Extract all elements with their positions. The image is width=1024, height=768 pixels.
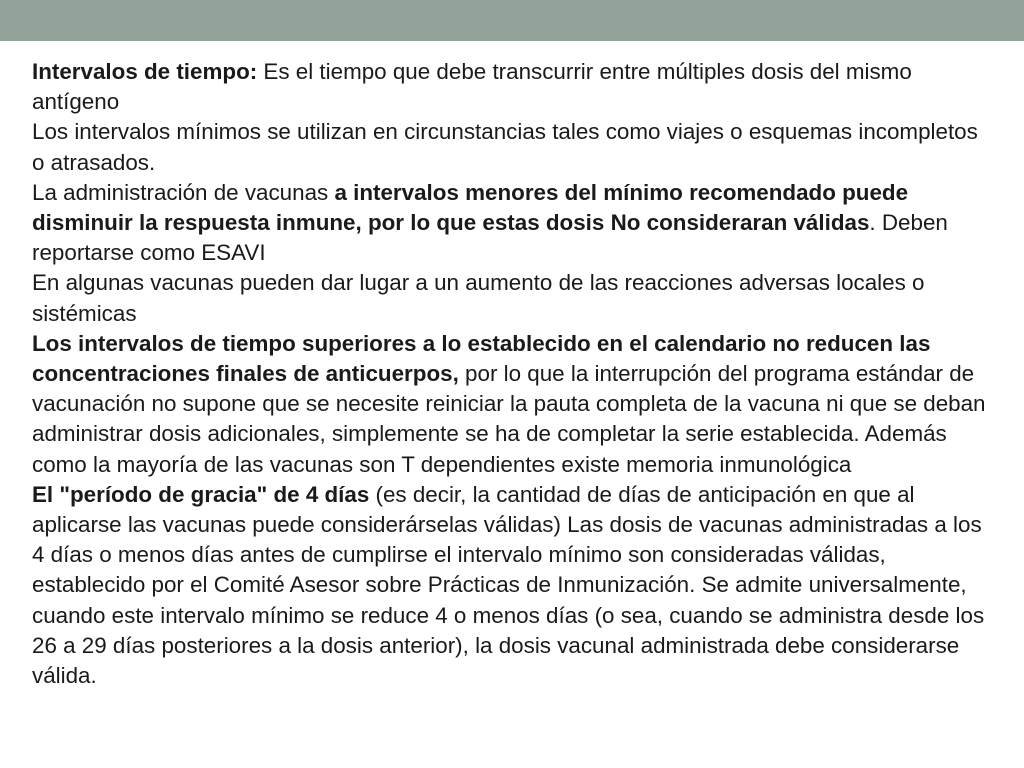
paragraph-intervalos-minimos xyxy=(32,117,992,177)
heading-intervalos-de-tiempo: Intervalos de tiempo: xyxy=(32,59,258,84)
text-segment: por lo que la interrupción del programa estándar de vacunación no supone que se necesite reiniciar la pauta completa de la vacuna ni que se deban administrar dosis adicionales, simplemente se ha de completar la serie establecida. Además como la mayoría de las vacunas son T dependientes existe memoria inmunológica xyxy=(32,361,986,477)
text-segment: Los intervalos mínimos se utilizan en circunstancias tales como viajes o esquemas incompletos o atrasados. xyxy=(32,119,978,175)
paragraph-administracion xyxy=(32,178,992,269)
paragraph-reacciones-adversas xyxy=(32,268,992,328)
text-segment: En algunas vacunas pueden dar lugar a un aumento de las reacciones adversas locales o sistémicas xyxy=(32,270,925,326)
emphasis-periodo-de-gracia: El "período de gracia" de 4 días xyxy=(32,481,370,507)
text-segment: La administración de vacunas xyxy=(32,179,335,205)
text-segment: . Deben reportarse como ESAVI xyxy=(32,210,948,266)
paragraph-intervalos-superiores xyxy=(32,329,992,480)
emphasis-intervalos-menores: a intervalos menores del mínimo recomendado puede disminuir la respuesta inmune, por lo que estas dosis No consideraran válidas xyxy=(32,179,909,236)
slide-body xyxy=(32,57,992,691)
emphasis-intervalos-superiores: Los intervalos de tiempo superiores a lo establecido en el calendario no reducen las concentraciones finales de anticuerpos, xyxy=(32,330,931,387)
paragraph-intervalos-de-tiempo xyxy=(32,57,992,117)
text-segment: Es el tiempo que debe transcurrir entre múltiples dosis del mismo antígeno xyxy=(32,59,912,115)
slide-header-bar xyxy=(0,0,1024,41)
paragraph-periodo-de-gracia xyxy=(32,480,992,691)
text-segment: (es decir, la cantidad de días de anticipación en que al aplicarse las vacunas puede considerárselas válidas) Las dosis de vacunas administradas a los 4 días o menos días antes de cumplirse el intervalo mínimo son consideradas válidas, establecido por el Comité Asesor sobre Prácticas de Inmunización. Se admite universalmente, cuando este intervalo mínimo se reduce 4 o menos días (o sea, cuando se administra desde los 26 a 29 días posteriores a la dosis anterior), la dosis vacunal administrada debe considerarse válida. xyxy=(32,481,985,689)
